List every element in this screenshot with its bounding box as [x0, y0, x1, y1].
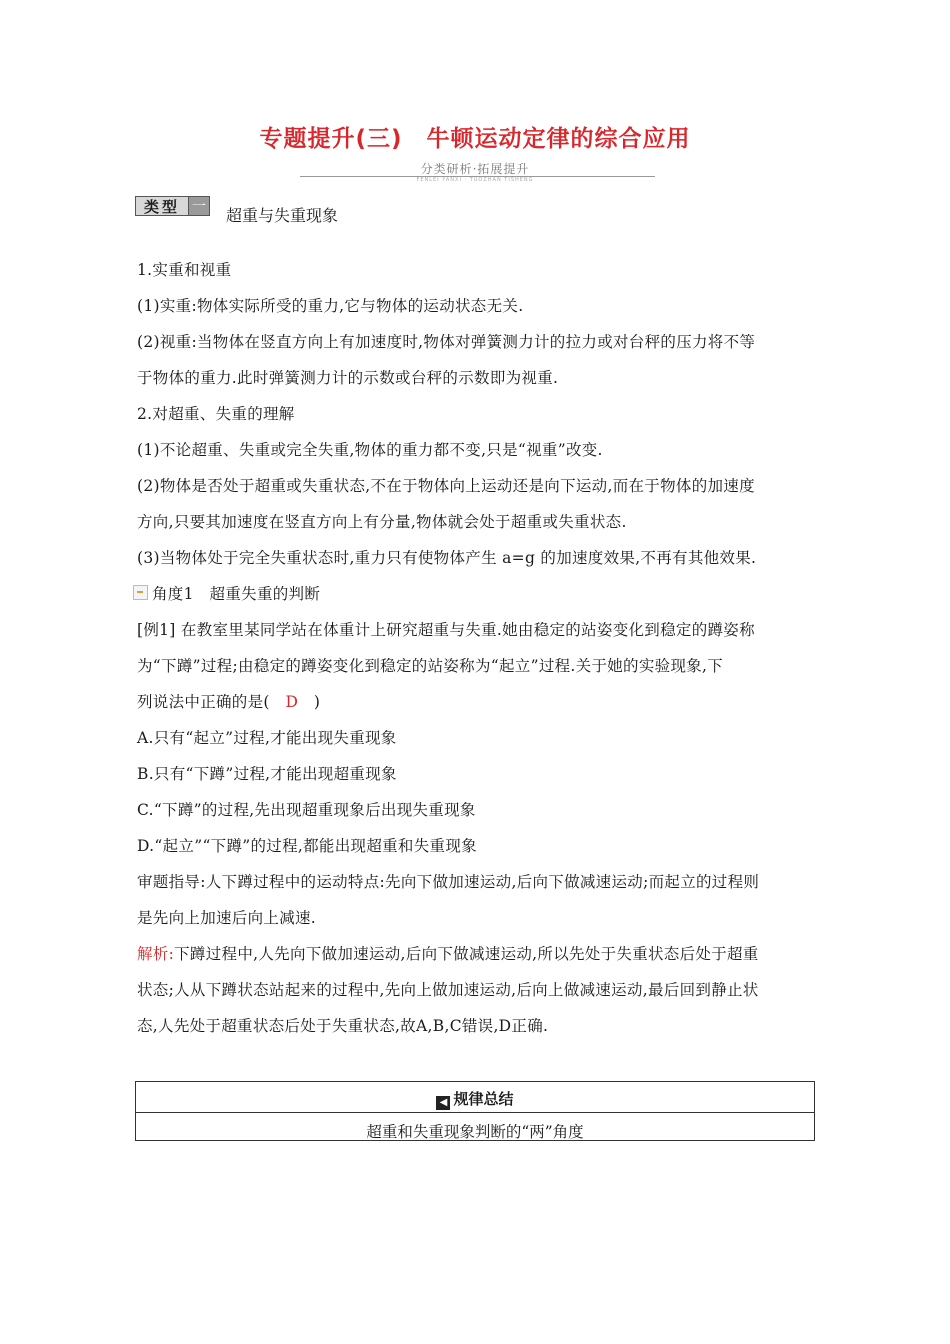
rule-summary-box: [135, 1081, 815, 1141]
heading-understanding: 2.对超重、失重的理解: [137, 405, 295, 423]
analysis-line: 状态;人从下蹲状态站起来的过程中,先向上做加速运动,后向上做减速运动,最后回到静止状: [137, 981, 759, 999]
paragraph-line: 于物体的重力.此时弹簧测力计的示数或台秤的示数即为视重.: [137, 369, 559, 387]
example-line: [例1] 在教室里某同学站在体重计上研究超重与失重.她由稳定的站姿变化到稳定的蹲姿称: [137, 621, 755, 639]
type-label: 类型: [135, 196, 188, 216]
example-line: 列说法中正确的是(: [137, 693, 270, 711]
rule-summary-title: 规律总结: [453, 1090, 514, 1108]
angle-icon: [133, 585, 148, 600]
example-line: 为“下蹲”过程;由稳定的蹲姿变化到稳定的站姿称为“起立”过程.关于她的实验现象,下: [137, 657, 724, 675]
heading-real-apparent-weight: 1.实重和视重: [137, 261, 232, 279]
paragraph-line: (3)当物体处于完全失重状态时,重力只有使物体产生 a=g 的加速度效果,不再有其他效果.: [137, 549, 757, 567]
angle-heading: [133, 582, 320, 604]
section-subtitle: 分类研析·拓展提升: [420, 162, 530, 176]
rule-summary-text: 超重和失重现象判断的“两”角度: [366, 1123, 584, 1141]
analysis-line: [137, 942, 759, 964]
analysis-label: 解析:: [137, 945, 175, 963]
type-badge: [135, 196, 210, 216]
rule-divider: [136, 1112, 814, 1113]
example-question-line: [137, 690, 320, 712]
paragraph-line: 方向,只要其加速度在竖直方向上有分量,物体就会处于超重或失重状态.: [137, 513, 627, 531]
example-line-end: ): [313, 693, 321, 711]
option-b: B.只有“下蹲”过程,才能出现超重现象: [137, 765, 397, 783]
answer-letter: D: [285, 693, 299, 711]
guide-line: 是先向上加速后向上减速.: [137, 909, 317, 927]
option-c: C.“下蹲”的过程,先出现超重现象后出现失重现象: [137, 801, 476, 819]
page-title: 专题提升(三) 牛顿运动定律的综合应用: [259, 126, 691, 152]
analysis-text: 下蹲过程中,人先向下做加速运动,后向下做减速运动,所以先处于失重状态后处于超重: [174, 945, 759, 963]
rule-summary-heading: [136, 1088, 814, 1110]
paragraph-line: (1)不论超重、失重或完全失重,物体的重力都不变,只是“视重”改变.: [137, 441, 603, 459]
paragraph-line: (2)物体是否处于超重或失重状态,不在于物体向上运动还是向下运动,而在于物体的加速度: [137, 477, 755, 495]
speaker-icon: ◀: [436, 1096, 450, 1110]
paragraph-line: (1)实重:物体实际所受的重力,它与物体的运动状态无关.: [137, 297, 524, 315]
analysis-line: 态,人先处于超重状态后处于失重状态,故A,B,C错误,D正确.: [137, 1017, 549, 1035]
option-a: A.只有“起立”过程,才能出现失重现象: [137, 729, 397, 747]
option-d: D.“起立”“下蹲”的过程,都能出现超重和失重现象: [137, 837, 477, 855]
type-number: 一: [188, 196, 210, 216]
section-subtitle-pinyin: FENLEI YANXI · TUOZHAN TISHENG: [416, 177, 534, 183]
paragraph-line: (2)视重:当物体在竖直方向上有加速度时,物体对弹簧测力计的拉力或对台秤的压力将不等: [137, 333, 756, 351]
guide-line: 审题指导:人下蹲过程中的运动特点:先向下做加速运动,后向下做减速运动;而起立的过程则: [137, 873, 760, 891]
angle-title: 角度1 超重失重的判断: [152, 585, 321, 603]
type-title: 超重与失重现象: [226, 206, 339, 225]
